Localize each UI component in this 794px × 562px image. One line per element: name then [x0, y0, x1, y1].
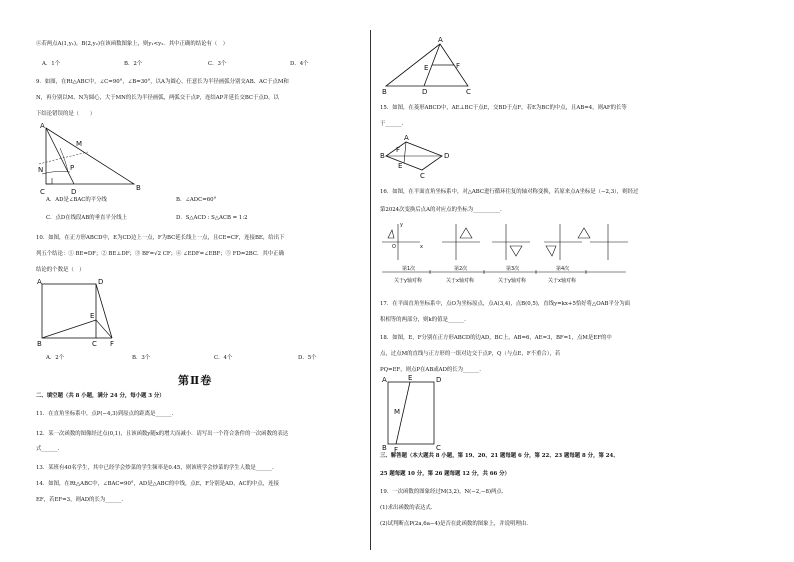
- fig18-label-c: C: [436, 444, 441, 452]
- q10-option-d: D．5个: [298, 355, 317, 361]
- fig15-label-d: D: [444, 152, 450, 160]
- q14-text-line1: 14．如图，在Rt△ABC中，∠BAC=90°，AD是△ABC的中线，点E，F分别是AD，AC的中点，连接: [36, 481, 279, 487]
- q9-text-line3: 下结论错误的是（ ）: [36, 111, 96, 117]
- fill-section-heading: 二、填空题（共 8 小题，满分 24 分，每小题 3 分）: [36, 393, 165, 399]
- q13-text: 13．某班有40名学生，其中已经学会炒菜的学生频率是0.45，则该班学会炒菜的学生人数是______.: [36, 465, 274, 471]
- q8-statement-4: ④若两点A(1,y₁)，B(2,y₂)在该函数图象上，则y₁<y₂．其中正确的结论有（ ）: [36, 41, 229, 47]
- fig16-step4: 第4次: [556, 266, 570, 272]
- fig14-label-b: B: [382, 88, 387, 96]
- q9-option-d: D．S△ACD : S△ACB = 1:2: [176, 215, 248, 221]
- answer-section-heading-line2: 25 题每题 10 分，第 26 题每题 12 分，共 66 分）: [380, 471, 510, 477]
- fig15-label-e: E: [398, 162, 403, 170]
- fig10-label-c: C: [92, 340, 97, 348]
- q18-square-figure: [380, 376, 440, 452]
- fig14-label-d: D: [422, 88, 428, 96]
- fig15-label-b: B: [380, 152, 385, 160]
- q10-text-line1: 10．如图，在正方形ABCD中，E为CD边上一点，F为BC延长线上一点，且CE=CF，连接BE，给出下: [36, 235, 285, 241]
- q12-text-line1: 12．某一次函数的图像经过点(0,1)，且该函数y随x的增大而减小．请写出一个符合条件的一次函数的表达: [36, 431, 289, 437]
- q17-text-line2: 积相等的两部分，则k的值是______.: [380, 317, 466, 323]
- q19-part1: (1)求出函数的表达式.: [380, 505, 433, 511]
- fig10-label-e: E: [90, 312, 95, 320]
- fig10-label-b: B: [37, 340, 42, 348]
- fig16-y-label: y: [400, 222, 403, 228]
- column-divider: [370, 30, 371, 550]
- q8-option-c: C．3个: [208, 61, 227, 67]
- fig15-label-a: A: [404, 134, 409, 142]
- fig10-label-a: A: [37, 278, 42, 286]
- fig18-label-b: B: [382, 444, 387, 452]
- q9-triangle-figure: [36, 124, 146, 196]
- fig18-label-f: F: [394, 446, 399, 454]
- fig16-axis2: 关于x轴对称: [446, 278, 474, 284]
- fig15-label-f: F: [396, 146, 401, 154]
- volume-two-heading: 第Ⅱ卷: [178, 374, 213, 387]
- q16-text-line2: 第2024次变换后点A的对应点的坐标为__________.: [380, 207, 502, 213]
- fig15-label-c: C: [420, 172, 425, 180]
- q14-triangle-figure: [380, 36, 480, 96]
- fig16-step3: 第3次: [506, 266, 520, 272]
- q10-square-figure: [36, 278, 116, 350]
- q18-text-line3: PQ=EF，则点P在AB或AD的长为______.: [380, 367, 481, 373]
- fig9-label-d: D: [71, 188, 77, 196]
- fig14-label-e: E: [424, 64, 429, 72]
- fig14-label-a: A: [438, 36, 443, 44]
- fig9-label-c: C: [40, 188, 45, 196]
- q9-text-line2: N，再分别以M、N为圆心，大于MN的长为半径画弧，两弧交于点P，连结AP并延长交BC于点D，以: [36, 95, 279, 101]
- fig9-label-p: P: [70, 164, 75, 172]
- q15-text-line1: 15．如图，在菱形ABCD中，AE⊥BC于点E，交BD于点F，若E为BC的中点，且AB=4，则AF的长等: [380, 105, 627, 111]
- q9-option-c: C．点D在线段AB的垂直平分线上: [46, 215, 127, 221]
- fig18-label-e: E: [408, 374, 413, 382]
- q10-option-b: B．3个: [132, 355, 151, 361]
- answer-section-heading-line1: 三、解答题（本大题共 8 小题，第 19、20、21 题每题 6 分，第 22、23 题每题 8 分，第 24、: [380, 453, 619, 459]
- fig9-label-b: B: [136, 184, 141, 192]
- q16-text-line1: 16．如图，在平面直角坐标系中，对△ABC进行循环往复的轴对称变换，若原来点A坐标是（−2,3），则经过: [380, 189, 639, 195]
- q12-text-line2: 式______.: [36, 446, 60, 452]
- fig10-label-f: F: [110, 340, 115, 348]
- q8-option-b: B．2个: [124, 61, 143, 67]
- q9-text-line1: 9．如图，在Rt△ABC中，∠C=90°，∠B=30°，以A为圆心，任意长为半径画弧分别交AB、AC于点M和: [36, 79, 289, 85]
- q19-part2: (2)试判断点P(2a,6a−4)是否在此函数的图象上，并说明理由.: [380, 521, 528, 527]
- fig16-axis3: 关于y轴对称: [498, 278, 526, 284]
- q10-text-line2: 列五个结论：① BE=DF；② BE⊥DF；③ BF=√2 CF；④ ∠EDF=∠EBF；⑤ FD=2BC．其中正确: [36, 251, 284, 257]
- q9-option-a: A．AD是∠BAC的平分线: [46, 197, 107, 203]
- q9-option-b: B．∠ADC=60°: [176, 197, 217, 203]
- fig18-label-d: D: [436, 376, 442, 384]
- fig16-step1: 第1次: [402, 266, 416, 272]
- fig9-label-a: A: [40, 122, 45, 130]
- fig16-x-label: x: [420, 244, 423, 250]
- q8-option-d: D．4个: [290, 61, 309, 67]
- q18-text-line1: 18．如图，E，F分别在正方形ABCD的边AD，BC上，AB=6，AE=3，BF=1，点M是EF的中: [380, 335, 612, 341]
- q17-text-line1: 17．在平面直角坐标系中，点O为坐标原点，点A(3,4)，点B(0,5)，直线y=kx+5恰好将△OAB平分为面: [380, 301, 631, 307]
- q19-text: 19．一次函数的图象经过M(3,2)，N(−2,−8)两点.: [380, 489, 504, 495]
- q14-text-line2: EF，若EF=3，则AD的长为______.: [36, 497, 124, 503]
- fig18-label-a: A: [382, 376, 387, 384]
- q11-text: 11．在直角坐标系中，点P(−4,3)到原点的距离是______.: [36, 411, 174, 417]
- q8-option-a: A．1个: [42, 61, 61, 67]
- q10-text-line3: 结论的个数是（ ）: [36, 267, 85, 273]
- fig16-axis1: 关于y轴对称: [394, 278, 422, 284]
- fig9-label-n: N: [38, 166, 44, 174]
- fig14-label-f: F: [456, 62, 461, 70]
- fig18-label-m: M: [394, 408, 401, 416]
- fig14-label-c: C: [466, 88, 471, 96]
- q18-text-line2: 点，过点M的直线与正方形的一组对边交于点P，Q（与点E，F不重合），若: [380, 351, 561, 357]
- q16-transform-figure: [380, 220, 630, 296]
- fig9-label-m: M: [76, 140, 83, 148]
- q10-option-a: A．2个: [46, 355, 65, 361]
- fig16-step2: 第2次: [454, 266, 468, 272]
- fig10-label-d: D: [98, 278, 104, 286]
- q15-text-line2: 于______.: [380, 121, 404, 127]
- fig16-origin-label: O: [392, 244, 396, 250]
- q15-rhombus-figure: [380, 134, 460, 180]
- fig16-axis4: 关于x轴对称: [548, 278, 576, 284]
- q10-option-c: C．4个: [214, 355, 233, 361]
